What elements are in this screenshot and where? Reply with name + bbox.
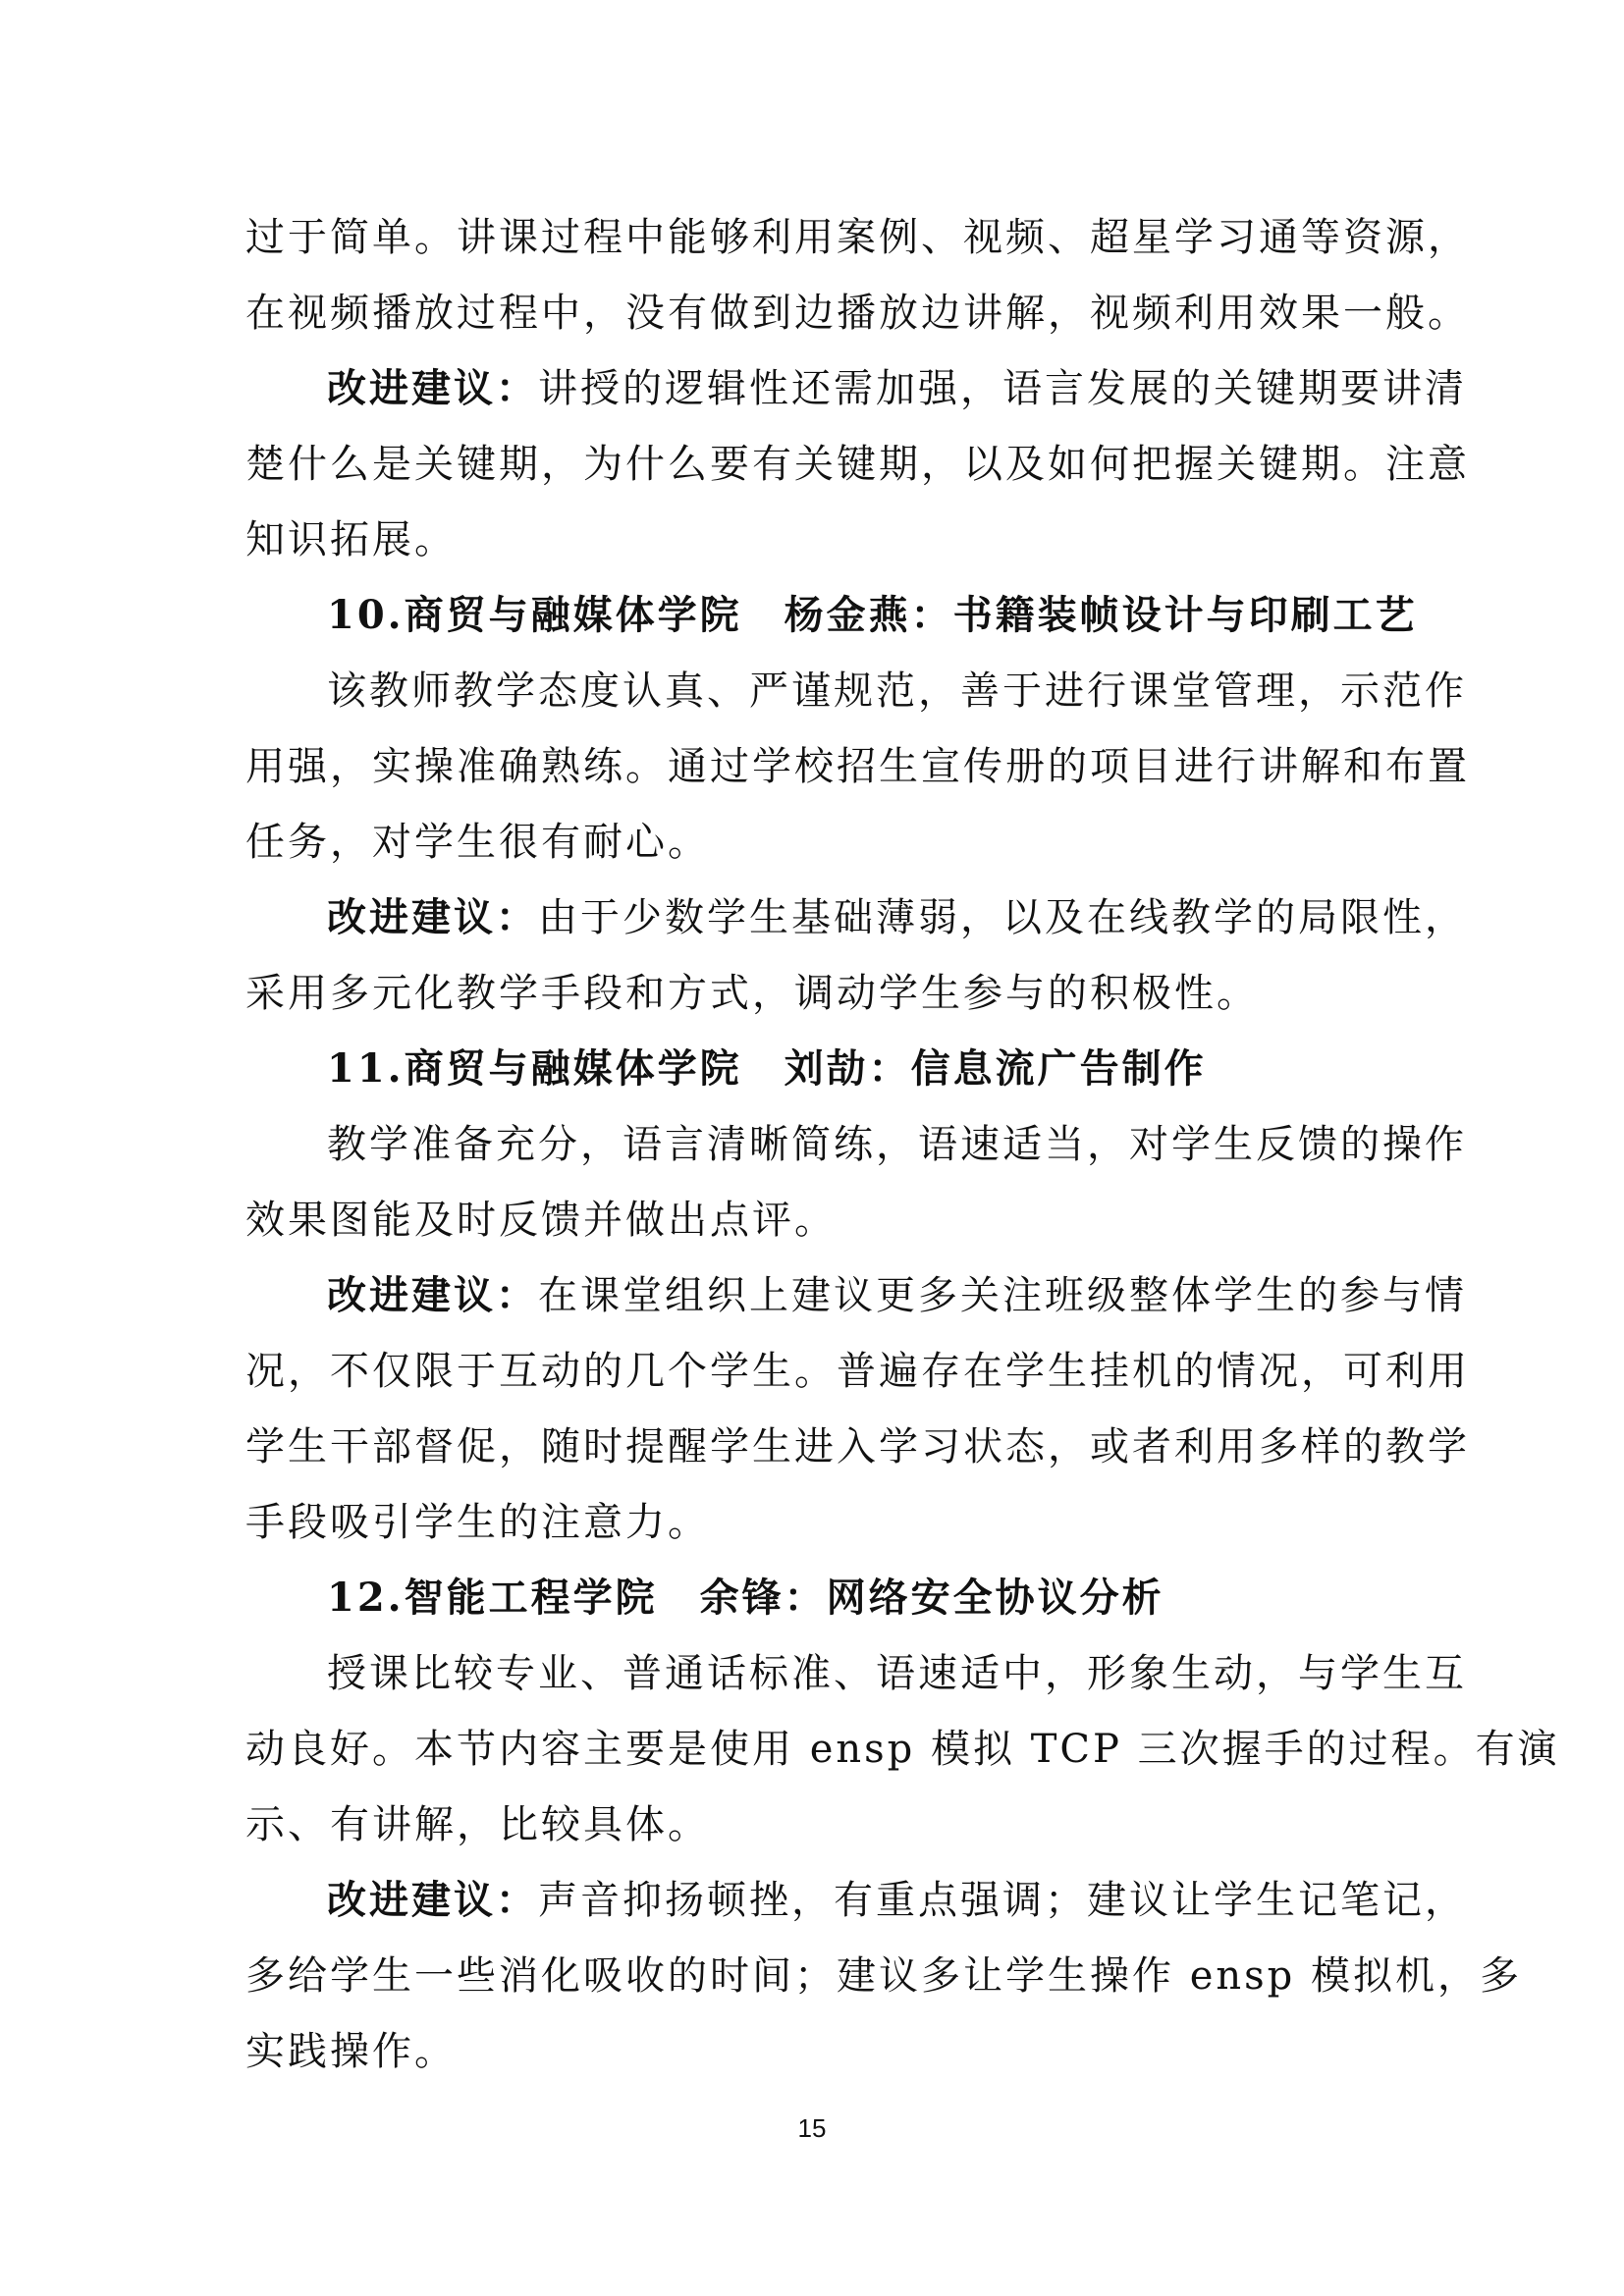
suggestion-label: 改进建议：: [327, 365, 538, 411]
section-heading: [327, 1043, 1463, 1095]
line-text: 由于少数学生基础薄弱，以及在线教学的局限性，: [538, 895, 1467, 940]
line-text: 用强，实操准确熟练。通过学校招生宣传册的项目进行讲解和布置: [245, 744, 1470, 789]
line-text: 动良好。本节内容主要是使用 ensp 模拟 TCP 三次握手的过程。有演: [245, 1727, 1560, 1772]
line-text: 采用多元化教学手段和方式，调动学生参与的积极性。: [245, 971, 1259, 1016]
body-line: [327, 666, 1467, 717]
line-text: 在课堂组织上建议更多关注班级整体学生的参与情: [538, 1273, 1467, 1318]
section-heading: [327, 590, 1463, 641]
body-line: [245, 1195, 1463, 1246]
line-text: 任务，对学生很有耐心。: [245, 820, 710, 865]
line-text: 多给学生一些消化吸收的时间；建议多让学生操作 ensp 模拟机，多: [245, 1953, 1522, 1999]
body-line: [245, 514, 1463, 565]
suggestion-line: [327, 892, 1467, 943]
body-line: [245, 1950, 1522, 2002]
body-line: [245, 288, 1470, 339]
line-text: 况，不仅限于互动的几个学生。普遍存在学生挂机的情况，可利用: [245, 1349, 1470, 1394]
body-line: [245, 212, 1470, 263]
line-text: 知识拓展。: [245, 517, 457, 562]
body-line: [245, 968, 1463, 1019]
line-text: 该教师教学态度认真、严谨规范，善于进行课堂管理，示范作: [327, 668, 1467, 714]
suggestion-label: 改进建议：: [327, 894, 538, 940]
suggestion-label: 改进建议：: [327, 1272, 538, 1318]
line-text: 声音抑扬顿挫，有重点强调；建议让学生记笔记，: [538, 1878, 1467, 1923]
heading-text: 12.智能工程学院 余锋：网络安全协议分析: [327, 1575, 1164, 1621]
line-text: 手段吸引学生的注意力。: [245, 1500, 710, 1545]
line-text: 授课比较专业、普通话标准、语速适中，形象生动，与学生互: [327, 1651, 1467, 1696]
line-text: 楚什么是关键期，为什么要有关键期，以及如何把握关键期。注意: [245, 442, 1470, 487]
body-line: [245, 741, 1470, 792]
body-line: [327, 1648, 1467, 1699]
suggestion-line: [327, 1875, 1467, 1926]
section-heading: [327, 1573, 1463, 1624]
heading-text: 11.商贸与融媒体学院 刘劼：信息流广告制作: [327, 1045, 1207, 1092]
line-text: 在视频播放过程中，没有做到边播放边讲解，视频利用效果一般。: [245, 291, 1470, 336]
body-line: [245, 1421, 1470, 1472]
line-text: 讲授的逻辑性还需加强，语言发展的关键期要讲清: [538, 366, 1467, 411]
suggestion-label: 改进建议：: [327, 1877, 538, 1923]
body-line: [245, 1799, 1463, 1850]
body-line: [245, 439, 1470, 490]
line-text: 教学准备充分，语言清晰简练，语速适当，对学生反馈的操作: [327, 1122, 1467, 1167]
line-text: 实践操作。: [245, 2029, 457, 2074]
line-text: 过于简单。讲课过程中能够利用案例、视频、超星学习通等资源，: [245, 215, 1470, 260]
heading-text: 10.商贸与融媒体学院 杨金燕：书籍装帧设计与印刷工艺: [327, 592, 1418, 638]
body-line: [245, 1497, 1463, 1548]
suggestion-line: [327, 363, 1467, 414]
body-line: [245, 1346, 1470, 1397]
page-number: 15: [797, 2113, 827, 2143]
line-text: 示、有讲解，比较具体。: [245, 1802, 710, 1847]
suggestion-line: [327, 1270, 1467, 1321]
line-text: 效果图能及时反馈并做出点评。: [245, 1198, 837, 1243]
body-line: [327, 1119, 1467, 1170]
body-line: [245, 1724, 1560, 1775]
body-line: [245, 2026, 1463, 2077]
body-line: [245, 817, 1463, 868]
line-text: 学生干部督促，随时提醒学生进入学习状态，或者利用多样的教学: [245, 1424, 1470, 1469]
